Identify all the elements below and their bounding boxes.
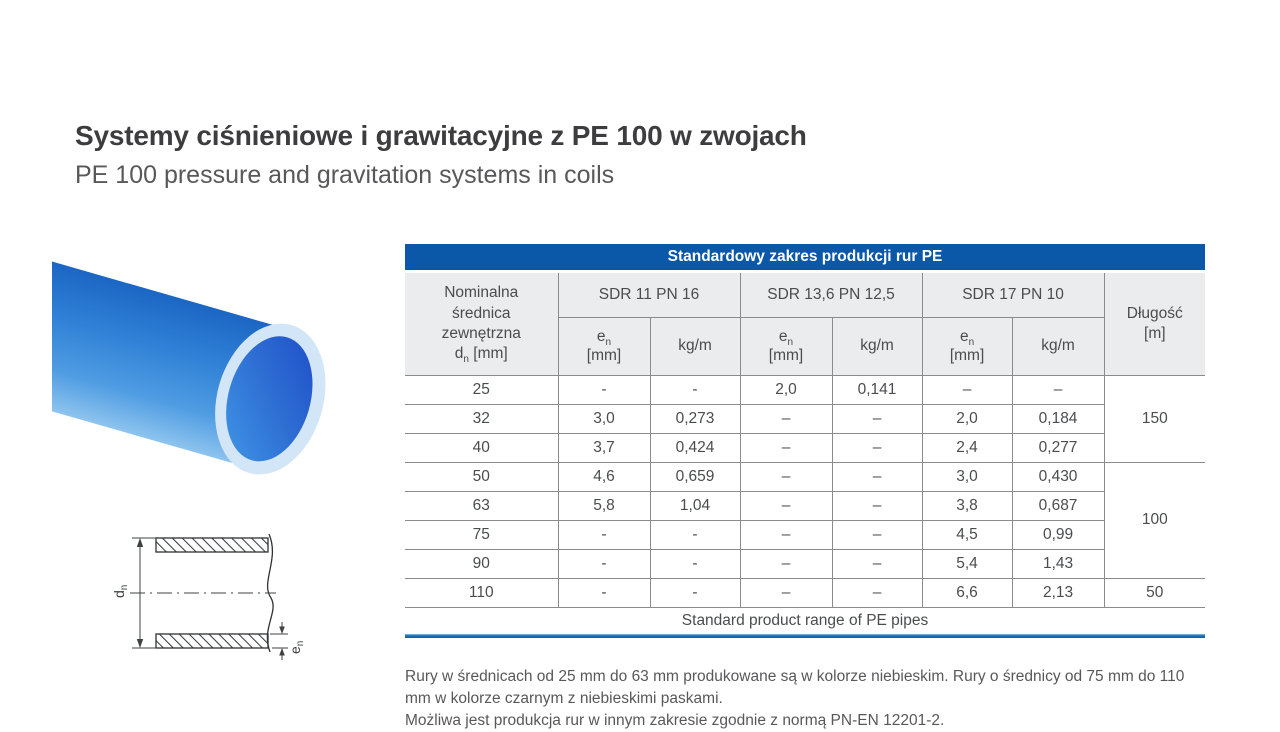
table-row: 63 5,8 1,04 – – 3,8 0,687	[405, 491, 1205, 520]
note-colors: Rury w średnicach od 25 mm do 63 mm produkowane są w kolorze niebieskim. Rury o średnicy od 75 mm do 110 mm w kolorze czarnym z niebieskimi paskami.	[405, 668, 1185, 707]
pipe-cross-section-drawing	[110, 526, 352, 672]
pipe-photo	[52, 240, 388, 506]
product-range-table	[405, 244, 1205, 638]
length-cell-50: 50	[1104, 578, 1205, 607]
table-row: 40 3,7 0,424 – – 2,4 0,277	[405, 433, 1205, 462]
group-header-sdr136: SDR 13,6 PN 12,5	[740, 273, 922, 317]
table-footer-caption: Standard product range of PE pipes	[405, 607, 1205, 634]
subheader-en-sdr17: $e_n$ [mm]	[922, 317, 1012, 375]
dn-dimension-label: $d_n$	[111, 584, 130, 598]
en-dimension-label: $e_n$	[287, 640, 306, 654]
arrowhead-up	[137, 538, 143, 547]
table-bottom-rule	[405, 634, 1205, 638]
spec-table	[405, 273, 1205, 634]
group-header-sdr17: SDR 17 PN 10	[922, 273, 1104, 317]
subheader-en-sdr136: $e_n$ [mm]	[740, 317, 832, 375]
column-header-diameter: Nominalna średnica zewnętrzna $d_n$ [mm]	[405, 273, 558, 375]
table-title-bar: Standardowy zakres produkcji rur PE	[405, 244, 1205, 270]
table-row: 110 - - – – 6,6 2,13 50	[405, 578, 1205, 607]
table-row: 25 - - 2,0 0,141 – – 150	[405, 375, 1205, 404]
table-row: 90 - - – – 5,4 1,43	[405, 549, 1205, 578]
arrowhead-en-top	[279, 627, 285, 635]
arrowhead-en-bottom	[279, 648, 285, 656]
group-header-sdr11: SDR 11 PN 16	[558, 273, 740, 317]
title-block	[75, 120, 975, 190]
pipe-photo-illustration	[52, 240, 388, 506]
note-norm: Możliwa jest produkcja rur w innym zakresie zgodnie z normą PN-EN 12201-2.	[405, 712, 945, 729]
pipe-drawing-svg	[110, 526, 352, 672]
table-row: 50 4,6 0,659 – – 3,0 0,430 100	[405, 462, 1205, 491]
notes-block	[405, 666, 1211, 732]
pipe-top-wall	[156, 538, 268, 552]
page-subtitle: PE 100 pressure and gravitation systems in coils	[75, 161, 615, 190]
pipe-bottom-wall	[156, 634, 268, 648]
column-header-length: Długość [m]	[1104, 273, 1205, 375]
table-row: 32 3,0 0,273 – – 2,0 0,184	[405, 404, 1205, 433]
length-cell-150: 150	[1104, 375, 1205, 462]
length-cell-100: 100	[1104, 462, 1205, 578]
subheader-kgm-sdr11: kg/m	[650, 317, 740, 375]
subheader-kgm-sdr17: kg/m	[1012, 317, 1104, 375]
subheader-en-sdr11: $e_n$ [mm]	[558, 317, 650, 375]
table-row: 75 - - – – 4,5 0,99	[405, 520, 1205, 549]
page-title: Systemy ciśnieniowe i grawitacyjne z PE 100 w zwojach	[75, 120, 807, 151]
arrowhead-down	[137, 639, 143, 648]
subheader-kgm-sdr136: kg/m	[832, 317, 922, 375]
